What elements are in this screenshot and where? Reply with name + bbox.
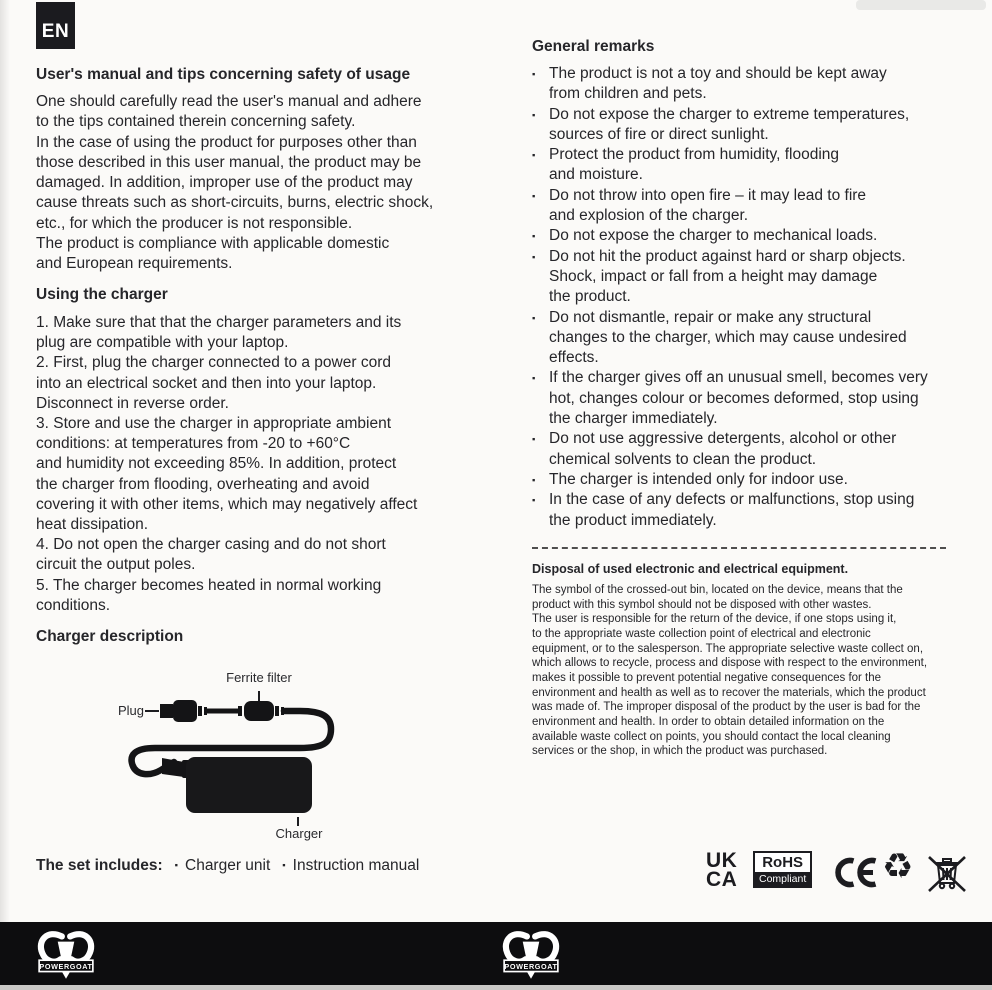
section-heading-description: Charger description bbox=[36, 628, 184, 645]
powergoat-logo-text: POWERGOAT bbox=[39, 961, 93, 971]
text-line: circuit the output poles. bbox=[36, 556, 196, 574]
text-line: In the case of using the product for purposes other than bbox=[36, 133, 417, 151]
bullet-text: The product is not a toy and should be kept away from children and pets. bbox=[549, 65, 887, 103]
bullet-item bbox=[532, 470, 977, 490]
ukca-mark-icon: UK CA bbox=[706, 849, 738, 891]
bullet-text: Do not hit the product against hard or sharp objects. Shock, impact or fall from a height may damage the product. bbox=[549, 247, 906, 306]
bullet-item bbox=[532, 308, 977, 369]
bullet-glyph-icon: ▪ bbox=[282, 860, 286, 871]
bullet-glyph-icon: ▪ bbox=[532, 474, 536, 486]
disposal-heading: Disposal of used electronic and electrical equipment. bbox=[532, 562, 849, 576]
powergoat-logo-icon bbox=[35, 928, 97, 985]
text-line: etc., for which the producer is not responsible. bbox=[36, 214, 353, 232]
section-heading-general: General remarks bbox=[532, 38, 655, 55]
text-line: 1. Make sure that that the charger parameters and its bbox=[36, 314, 402, 331]
bullet-text: Do not expose the charger to extreme temperatures, sources of fire or direct sunlight. bbox=[549, 105, 910, 143]
general-remarks-list bbox=[532, 64, 977, 531]
text-line: Disconnect in reverse order. bbox=[36, 394, 229, 412]
bullet-item bbox=[532, 64, 977, 105]
bullet-item bbox=[532, 226, 977, 246]
text-line: cause threats such as short-circuits, burns, electric shock, bbox=[36, 194, 434, 212]
ce-mark-icon bbox=[832, 856, 878, 894]
bullet-item bbox=[532, 368, 977, 429]
text-line: and humidity not exceeding 85%. In addition, protect bbox=[36, 455, 397, 473]
bullet-glyph-icon: ▪ bbox=[174, 860, 178, 871]
bullet-text: Do not dismantle, repair or make any structural changes to the charger, which may cause undesired effects. bbox=[549, 308, 907, 367]
text-line: damaged. In addition, improper use of the product may bbox=[36, 174, 413, 192]
ferrite-filter-label: Ferrite filter bbox=[226, 670, 292, 685]
scan-edge-shadow bbox=[0, 0, 10, 990]
bullet-text: Protect the product from humidity, flooding and moisture. bbox=[549, 146, 840, 184]
weee-crossed-bin-icon bbox=[924, 850, 970, 901]
plug-body-shape bbox=[173, 700, 197, 722]
dc-connector-shape bbox=[162, 758, 184, 777]
language-badge-label: EN bbox=[41, 21, 70, 42]
text-line: The product is compliance with applicable domestic bbox=[36, 235, 390, 253]
text-line: was made of. The improper disposal of the product by the user is bad for the bbox=[532, 701, 921, 714]
bullet-glyph-icon: ▪ bbox=[532, 312, 536, 324]
bullet-glyph-icon: ▪ bbox=[532, 190, 536, 202]
dashed-divider bbox=[532, 547, 946, 549]
set-includes-line bbox=[36, 857, 419, 875]
bullet-text: Do not throw into open fire – it may lead to fire and explosion of the charger. bbox=[549, 186, 867, 225]
bullet-glyph-icon: ▪ bbox=[532, 150, 536, 162]
text-line: covering it with other items, which may negatively affect bbox=[36, 495, 418, 513]
text-line: The symbol of the crossed-out bin, located on the device, means that the bbox=[532, 584, 903, 596]
bullet-text: Do not expose the charger to mechanical loads. bbox=[549, 227, 878, 245]
rohs-mark-icon: RoHS Compliant bbox=[753, 851, 812, 888]
powergoat-logo-icon bbox=[500, 928, 562, 985]
set-includes-items bbox=[163, 857, 420, 874]
bullet-text: If the charger gives off an unusual smell, becomes very hot, changes colour or becomes deformed, stop using the charger immediately. bbox=[549, 369, 928, 428]
text-line: conditions. bbox=[36, 596, 111, 614]
bullet-glyph-icon: ▪ bbox=[532, 495, 536, 507]
bullet-glyph-icon: ▪ bbox=[532, 109, 536, 121]
bullet-item bbox=[532, 247, 977, 308]
text-line: available waste collect on points, you should contact the local cleaning bbox=[532, 730, 891, 743]
text-line: into an electrical socket and then into your laptop. bbox=[36, 374, 377, 392]
language-badge bbox=[36, 2, 75, 49]
bullet-text: Do not use aggressive detergents, alcohol or other chemical solvents to clean the product. bbox=[549, 430, 897, 468]
bullet-item bbox=[532, 105, 977, 146]
text-line: One should carefully read the user's manual and adhere bbox=[36, 93, 422, 110]
powergoat-logo-text: POWERGOAT bbox=[504, 961, 558, 971]
bullet-glyph-icon: ▪ bbox=[532, 251, 536, 263]
bullet-text: In the case of any defects or malfunctions, stop using the product immediately. bbox=[549, 491, 915, 529]
text-line: to the appropriate waste collection point of electrical and electronic bbox=[532, 627, 871, 640]
text-line: 3. Store and use the charger in appropriate ambient bbox=[36, 415, 392, 433]
text-line: environment and health as well as to recover the materials, which the product bbox=[532, 686, 926, 699]
bullet-glyph-icon: ▪ bbox=[532, 231, 536, 243]
section-heading-using: Using the charger bbox=[36, 286, 168, 303]
text-line: those described in this user manual, the product may be bbox=[36, 153, 422, 171]
bullet-item bbox=[532, 145, 977, 186]
bullet-glyph-icon: ▪ bbox=[532, 434, 536, 446]
bullet-item bbox=[532, 429, 977, 470]
bullet-glyph-icon: ▪ bbox=[532, 69, 536, 80]
text-line: services or the shop, in which the product was purchased. bbox=[532, 745, 828, 758]
bullet-text: The charger is intended only for indoor use. bbox=[549, 470, 848, 488]
set-includes-label: The set includes: bbox=[36, 857, 163, 874]
ferrite-filter-shape bbox=[244, 701, 274, 721]
text-line: 5. The charger becomes heated in normal working bbox=[36, 576, 382, 594]
bullet-item bbox=[532, 186, 977, 227]
disposal-paragraph bbox=[532, 583, 927, 759]
bullet-glyph-icon: ▪ bbox=[532, 373, 536, 385]
charger-diagram-drawing bbox=[100, 660, 440, 845]
scan-bottom-edge bbox=[0, 985, 992, 990]
safety-paragraph bbox=[36, 92, 433, 275]
charger-label: Charger bbox=[275, 826, 323, 841]
set-includes-item: Charger unit bbox=[185, 857, 271, 874]
text-line: to the tips contained therein concerning safety. bbox=[36, 113, 356, 131]
scan-smudge bbox=[856, 0, 986, 10]
text-line: plug are compatible with your laptop. bbox=[36, 334, 289, 352]
text-line: 2. First, plug the charger connected to a power cord bbox=[36, 354, 391, 372]
charger-brick-shape bbox=[186, 757, 312, 813]
text-line: which allows to recycle, process and dispose with respect to the environment, bbox=[532, 657, 928, 670]
plug-label: Plug bbox=[118, 703, 145, 718]
text-line: heat dissipation. bbox=[36, 516, 149, 534]
text-line: 4. Do not open the charger casing and do not short bbox=[36, 536, 386, 554]
section-heading-safety: User's manual and tips concerning safety of usage bbox=[36, 66, 411, 83]
text-line: and European requirements. bbox=[36, 255, 233, 273]
bullet-item bbox=[532, 490, 977, 531]
text-line: the charger from flooding, overheating and avoid bbox=[36, 475, 370, 493]
recycle-icon: ♻ bbox=[882, 847, 914, 886]
set-includes-item: Instruction manual bbox=[292, 857, 420, 874]
text-line: makes it possible to prevent potential negative consequences for the bbox=[532, 671, 882, 684]
text-line: conditions: at temperatures from -20 to +60°C bbox=[36, 435, 351, 453]
plug-tip-shape bbox=[160, 704, 173, 718]
footer-bar bbox=[0, 922, 992, 985]
text-line: The user is responsible for the return of the device, if one stops using it, bbox=[532, 613, 897, 626]
using-charger-paragraph bbox=[36, 313, 417, 616]
charger-diagram bbox=[100, 660, 440, 845]
text-line: equipment, or to the salesperson. The appropriate selective waste collect on, bbox=[532, 642, 924, 655]
text-line: environment and health. In order to obtain detailed information on the bbox=[532, 715, 885, 728]
text-line: product with this symbol should not be disposed with other wastes. bbox=[532, 598, 872, 611]
